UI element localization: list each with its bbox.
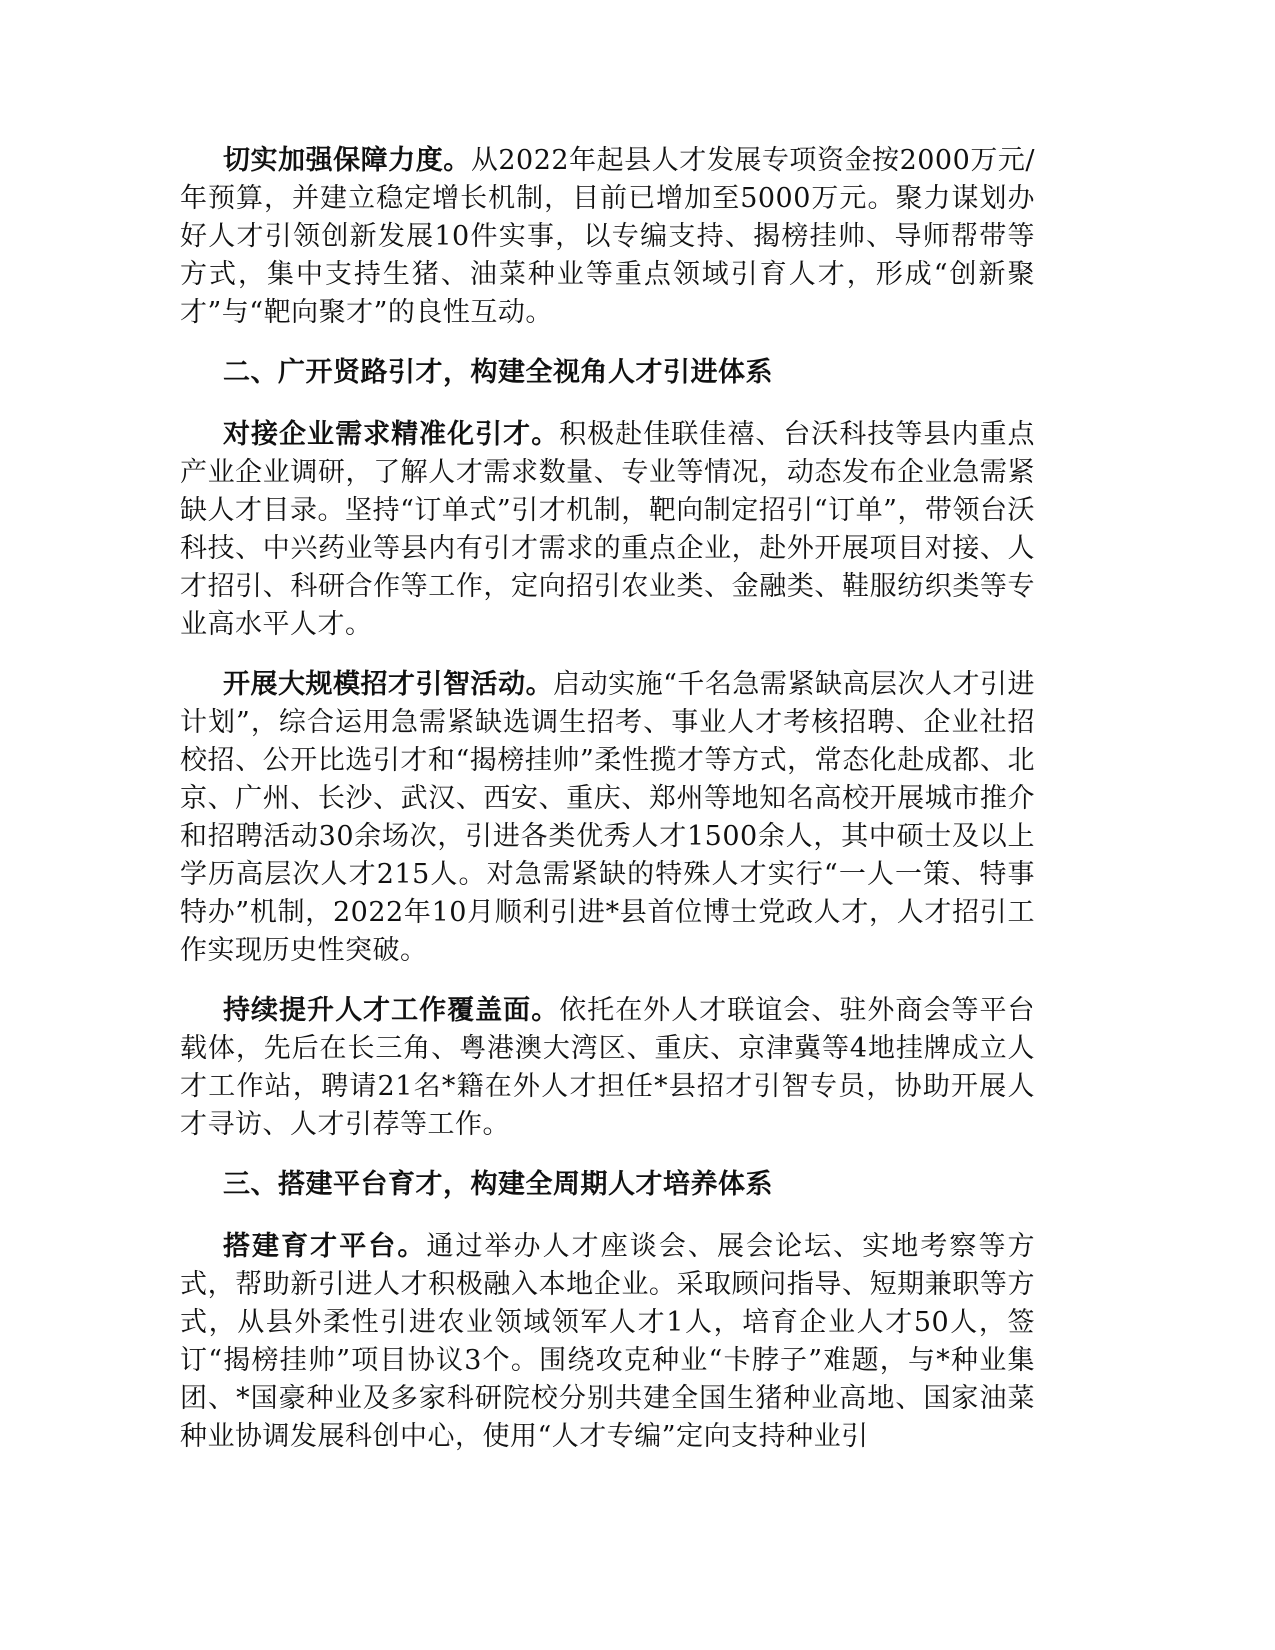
paragraph-lead: 搭建育才平台。 [223,1231,427,1262]
paragraph-body: 启动实施“千名急需紧缺高层次人才引进计划”，综合运用急需紧缺选调生招考、事业人才考核招聘、企业社招校招、公开比选引才和“揭榜挂帅”柔性揽才等方式，常态化赴成都、北京、广州、长沙、武汉、西安、重庆、郑州等地知名高校开展城市推介和招聘活动30余场次，引进各类优秀人才1500余人，其中硕士及以上学历高层次人才215人。对急需紧缺的特殊人才实行“一人一策、特事特办”机制，2022年10月顺利引进*县首位博士党政人才，人才招引工作实现历史性突破。 [180,669,1035,966]
paragraph-body: 从2022年起县人才发展专项资金按2000万元/年预算，并建立稳定增长机制，目前已增加至5000万元。聚力谋划办好人才引领创新发展10件实事，以专编支持、揭榜挂帅、导师帮带等方式，集中支持生猪、油菜种业等重点领域引育人才，形成“创新聚才”与“靶向聚才”的良性互动。 [180,145,1035,328]
paragraph-lead: 对接企业需求精准化引才。 [223,419,560,450]
section-heading-2: 二、广开贤路引才，构建全视角人才引进体系 [223,357,773,388]
paragraph-lead: 切实加强保障力度。 [223,145,471,176]
paragraph-lead: 开展大规模招才引智活动。 [223,669,554,700]
paragraph-lead: 持续提升人才工作覆盖面。 [223,995,560,1026]
paragraph-enterprise-demand [180,416,1035,644]
paragraph-body: 积极赴佳联佳禧、台沃科技等县内重点产业企业调研，了解人才需求数量、专业等情况，动态发布企业急需紧缺人才目录。坚持“订单式”引才机制，靶向制定招引“订单”，带领台沃科技、中兴药业等县内有引才需求的重点企业，赴外开展项目对接、人才招引、科研合作等工作，定向招引农业类、金融类、鞋服纺织类等专业高水平人才。 [180,419,1036,640]
paragraph-body: 依托在外人才联谊会、驻外商会等平台载体，先后在长三角、粤港澳大湾区、重庆、京津冀等4地挂牌成立人才工作站，聘请21名*籍在外人才担任*县招才引智专员，协助开展人才寻访、人才引荐等工作。 [180,995,1036,1140]
paragraph-coverage [180,992,1035,1144]
document-page [180,142,1035,1478]
paragraph-body: 通过举办人才座谈会、展会论坛、实地考察等方式，帮助新引进人才积极融入本地企业。采取顾问指导、短期兼职等方式，从县外柔性引进农业领域领军人才1人，培育企业人才50人，签订“揭榜挂帅”项目协议3个。围绕攻克种业“卡脖子”难题，与*种业集团、*国豪种业及多家科研院校分别共建全国生猪种业高地、国家油菜种业协调发展科创中心，使用“人才专编”定向支持种业引 [180,1231,1036,1452]
paragraph-platform [180,1228,1035,1456]
paragraph-guarantee [180,142,1035,332]
paragraph-recruitment-campaign [180,666,1035,970]
section-heading-3: 三、搭建平台育才，构建全周期人才培养体系 [223,1169,773,1200]
